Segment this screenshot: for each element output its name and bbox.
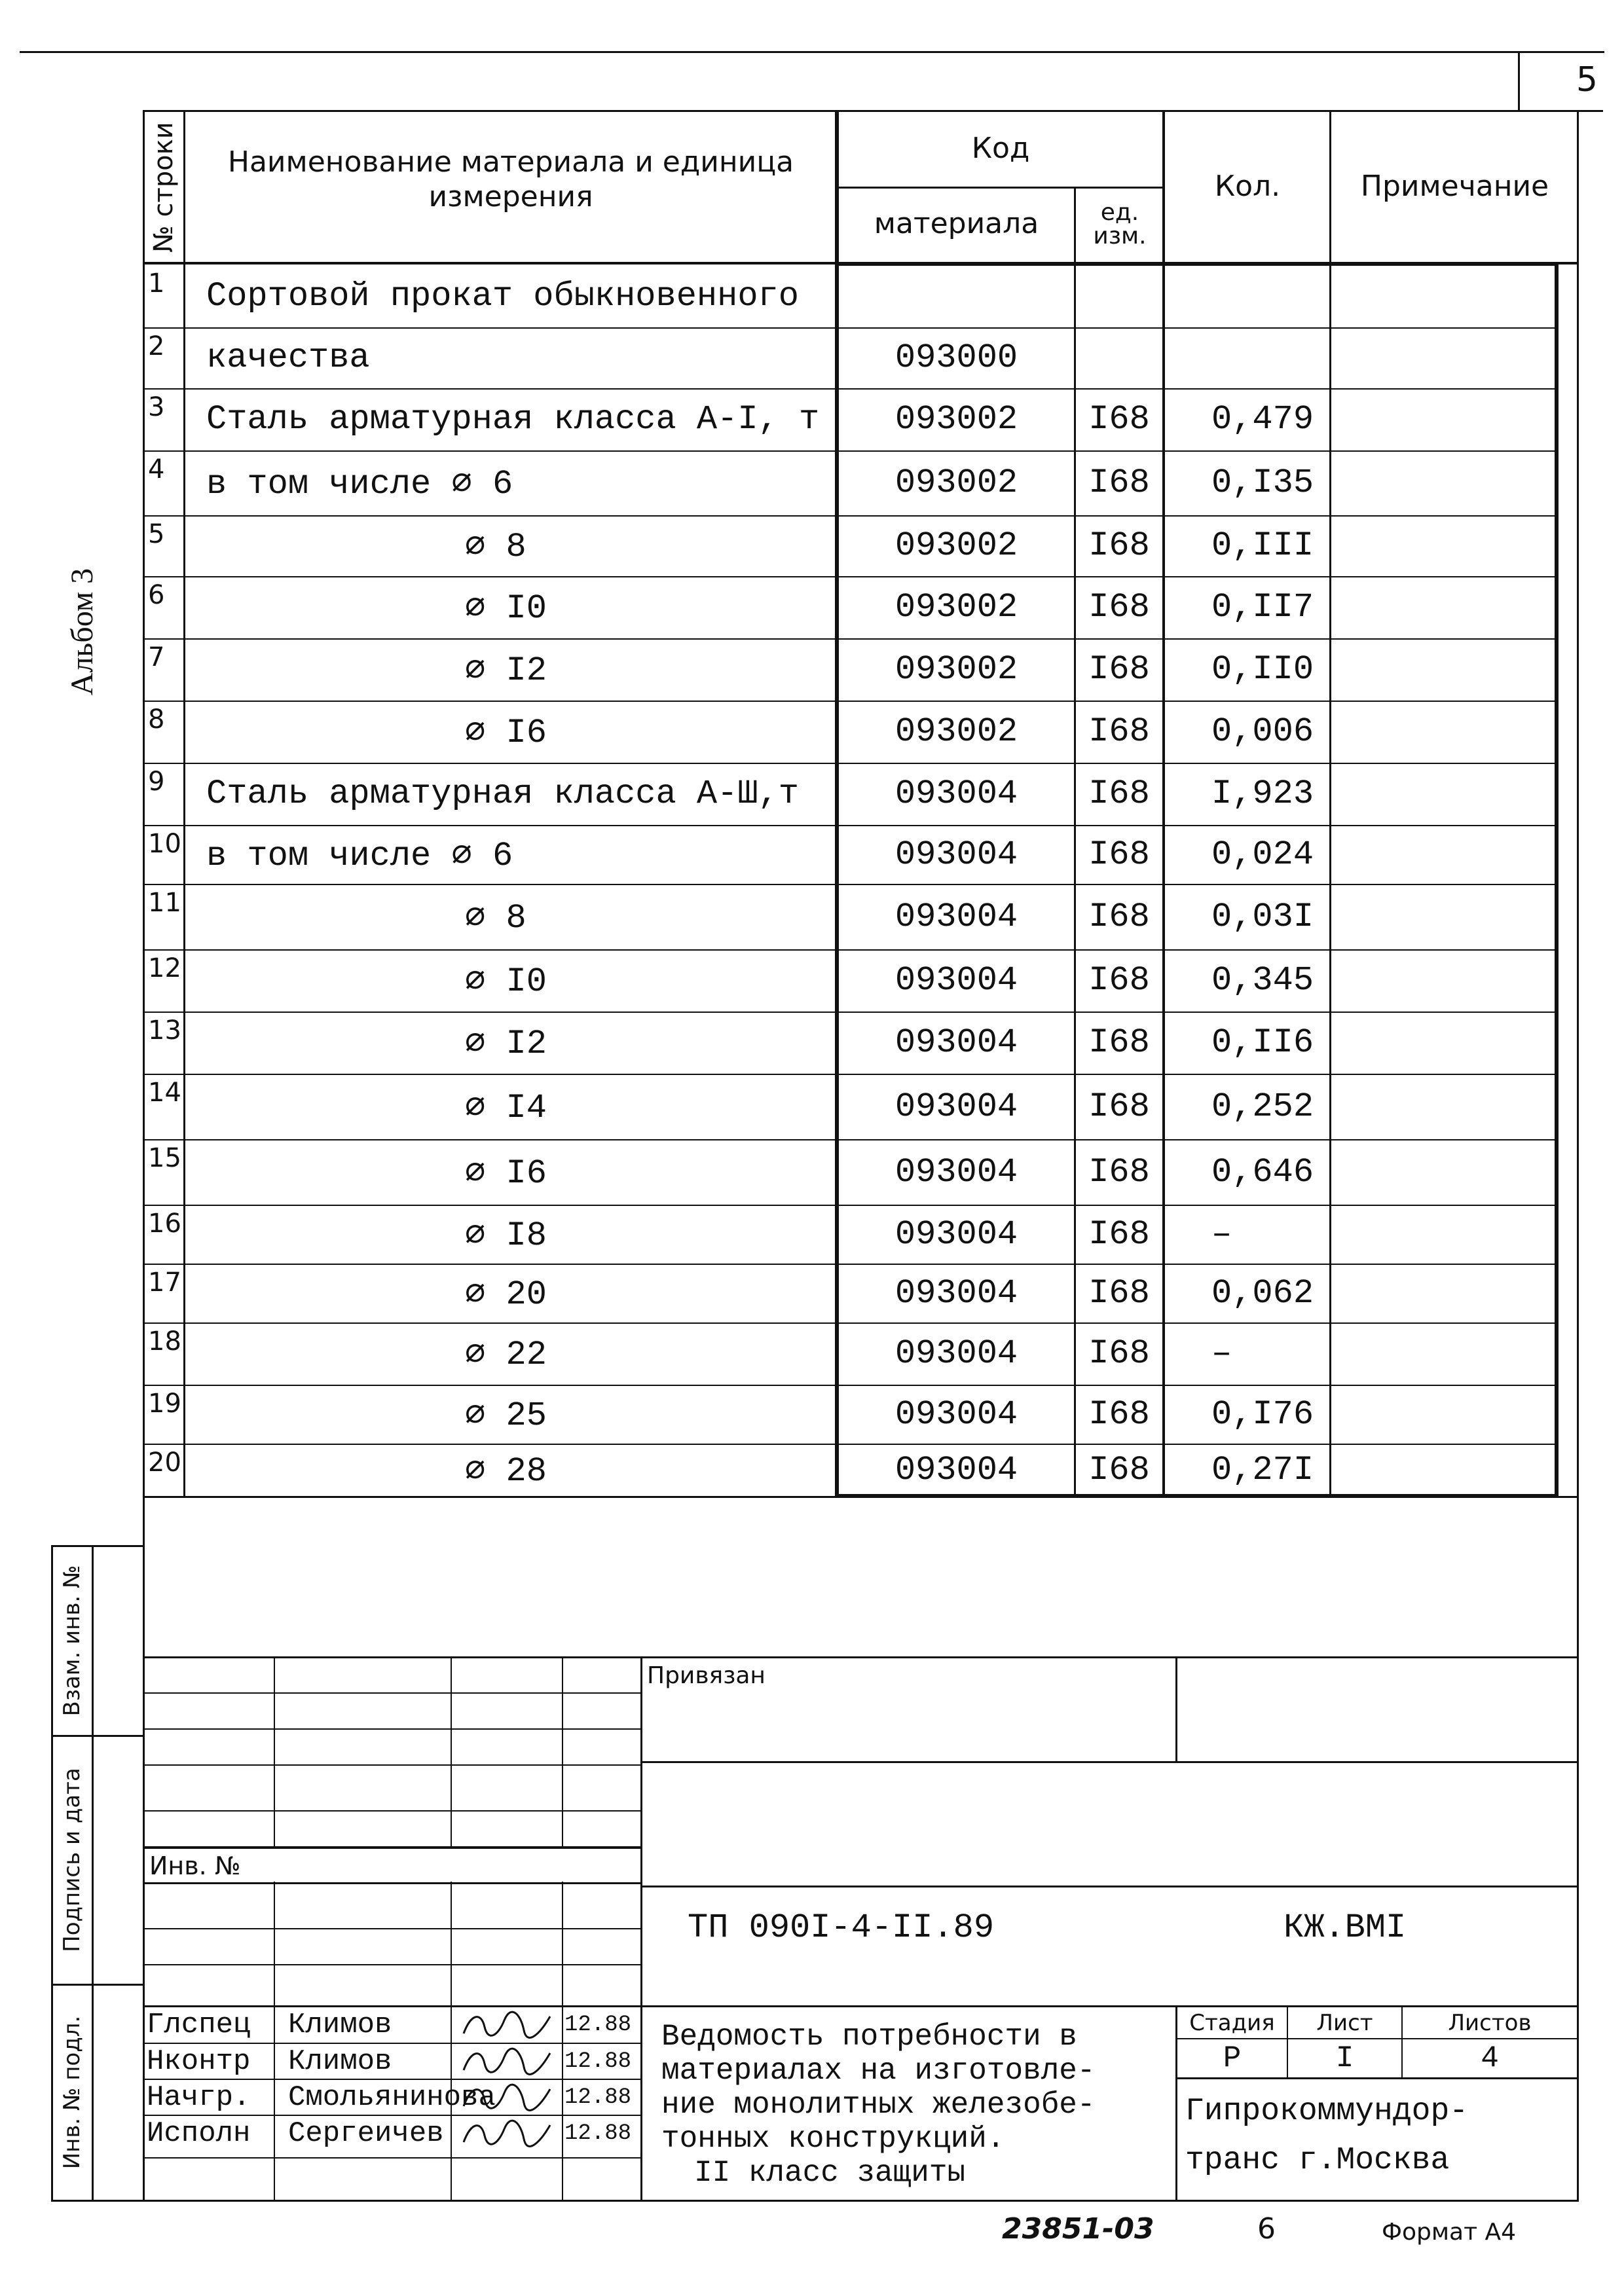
doc-title-line: Ведомость потребности в xyxy=(661,2020,1077,2054)
row-qty: 0,024 xyxy=(1211,835,1314,874)
row-qty: – xyxy=(1211,1334,1232,1373)
row-unit: I68 xyxy=(1088,1450,1150,1489)
footer-copy-number: 6 xyxy=(1257,2212,1276,2246)
row-material-code: 093004 xyxy=(895,1087,1018,1126)
row-material-code: 093004 xyxy=(895,961,1018,1000)
privyazan-bottom xyxy=(640,1761,1578,1763)
row-qty: 0,03I xyxy=(1211,897,1314,936)
header-note: Примечание xyxy=(1360,169,1549,203)
row-qty: 0,I35 xyxy=(1211,464,1314,502)
row-number: 8 xyxy=(148,704,165,735)
row-qty: 0,II7 xyxy=(1211,588,1314,627)
row-material-code: 093004 xyxy=(895,1023,1018,1062)
signer-role: Исполн xyxy=(147,2117,251,2150)
album-label-wrap xyxy=(64,568,123,696)
row-number: 7 xyxy=(148,642,165,672)
signer-date: 12.88 xyxy=(564,2085,632,2110)
row-unit: I68 xyxy=(1088,1023,1150,1062)
row-material-code: 093002 xyxy=(895,526,1018,565)
right-border xyxy=(1577,110,1579,2202)
signer-name: Климов xyxy=(288,2045,392,2078)
row-name: ∅ I4 xyxy=(465,1088,547,1127)
row-name: в том числе ∅ 6 xyxy=(206,465,513,503)
row-qty: 0,II0 xyxy=(1211,650,1314,689)
row-name: Сталь арматурная класса А-Ш,т xyxy=(206,774,799,813)
row-name: ∅ I0 xyxy=(465,962,547,1001)
row-number: 18 xyxy=(148,1326,181,1357)
row-qty xyxy=(1211,264,1329,327)
thick-right-line xyxy=(1555,262,1559,1498)
side-vzam-inv: Взам. инв. № xyxy=(59,1565,85,1717)
stamp-grid-h3 xyxy=(143,1764,642,1766)
signer-date: 12.88 xyxy=(564,2121,632,2146)
row-material-code: 093004 xyxy=(895,774,1018,813)
signer-name: Сергеичев xyxy=(288,2117,444,2150)
header-code: Код xyxy=(971,132,1030,166)
signer-role: Глспец xyxy=(147,2009,251,2041)
row-name: ∅ 8 xyxy=(465,898,526,938)
signature-scribble xyxy=(458,2044,557,2079)
row-unit: I68 xyxy=(1088,1394,1150,1434)
side-inv-podl: Инв. № подл. xyxy=(59,2015,85,2170)
sheets-label: Листов xyxy=(1448,2009,1532,2036)
row-name: ∅ I6 xyxy=(465,714,547,752)
org-line1: Гипрокоммундор- xyxy=(1185,2094,1469,2129)
row-material-code: 093002 xyxy=(895,588,1018,627)
doc-title-line: ние монолитных железобе- xyxy=(661,2088,1096,2122)
row-unit: I68 xyxy=(1088,650,1150,689)
row-name: ∅ 8 xyxy=(465,528,526,566)
side-strip-top xyxy=(51,1545,144,1547)
row-unit: I68 xyxy=(1088,588,1150,627)
signer-name: Климов xyxy=(288,2009,392,2041)
signer-name: Смольянинова xyxy=(288,2081,496,2114)
row-number: 6 xyxy=(148,580,165,610)
signer-role: Нконтр xyxy=(147,2045,251,2078)
doc-code: ТП 090I-4-II.89 xyxy=(688,1908,995,1947)
row-material-code: 093004 xyxy=(895,1214,1018,1254)
row-unit xyxy=(1076,264,1162,327)
row-qty: 0,479 xyxy=(1211,400,1314,439)
header-qty: Кол. xyxy=(1214,169,1281,203)
side-strip-mid xyxy=(92,1545,94,2202)
doc-title-line: II класс защиты xyxy=(694,2156,966,2190)
side-podpis-data: Подпись и дата xyxy=(59,1768,85,1952)
stamp-v3 xyxy=(562,1656,563,2202)
header-rownum-wrap xyxy=(145,115,182,260)
row-number: 13 xyxy=(148,1015,181,1046)
row-material-code: 093002 xyxy=(895,400,1018,439)
row-name: ∅ 25 xyxy=(465,1396,547,1435)
row-unit: I68 xyxy=(1088,897,1150,936)
header-name: Наименование материала и единица измерения xyxy=(227,145,794,213)
row-name: ∅ I0 xyxy=(465,589,547,628)
row-number: 19 xyxy=(148,1389,181,1419)
row-material-code: 093004 xyxy=(895,897,1018,936)
inv-no-top xyxy=(143,1848,642,1849)
signature-scribble xyxy=(458,2080,557,2115)
top-border xyxy=(20,51,1604,53)
stamp-grid-h2 xyxy=(143,1728,642,1730)
row-number: 3 xyxy=(148,392,165,422)
row-qty: 0,II6 xyxy=(1211,1023,1314,1062)
row-qty: 0,27I xyxy=(1211,1450,1314,1489)
col-line-rownum xyxy=(183,110,185,1498)
row-number: 2 xyxy=(148,331,165,361)
table-bottom xyxy=(143,1496,1578,1498)
header-top xyxy=(143,110,1578,112)
header-unit: ед. изм. xyxy=(1093,198,1147,249)
code-subheader-line xyxy=(835,187,1164,189)
row-number: 15 xyxy=(148,1143,181,1173)
row-unit: I68 xyxy=(1088,526,1150,565)
album-label: Альбом 3 xyxy=(65,568,100,696)
row-material-code: 093004 xyxy=(895,835,1018,874)
row-name: качества xyxy=(206,338,370,377)
page-number-box-left xyxy=(1518,51,1520,111)
signer-date: 12.88 xyxy=(564,2013,632,2037)
row-material-code: 093004 xyxy=(895,1152,1018,1192)
row-number: 9 xyxy=(148,767,165,797)
code-row-top xyxy=(640,1886,1578,1887)
col-line-qty xyxy=(1162,110,1165,1498)
row-number: 11 xyxy=(148,888,181,918)
row-unit xyxy=(1076,327,1162,388)
page-number: 5 xyxy=(1576,60,1598,100)
row-qty xyxy=(1211,327,1329,388)
row-qty: 0,I76 xyxy=(1211,1394,1314,1434)
sheet-label: Лист xyxy=(1316,2009,1373,2036)
row-unit: I68 xyxy=(1088,774,1150,813)
row-number: 12 xyxy=(148,953,181,983)
signer-role: Начгр. xyxy=(147,2081,251,2114)
doc-title-line: тонных конструкций. xyxy=(661,2122,1005,2156)
row-material-code: 093000 xyxy=(895,338,1018,377)
side-inv-podl-wrap xyxy=(54,1987,90,2198)
row-unit: I68 xyxy=(1088,1214,1150,1254)
row-number: 5 xyxy=(148,519,165,549)
row-name: ∅ 20 xyxy=(465,1275,547,1314)
org-line2: транс г.Москва xyxy=(1185,2143,1450,2178)
row-material-code xyxy=(839,264,1074,327)
row-number: 4 xyxy=(148,454,165,484)
stage-block-h2 xyxy=(1175,2077,1578,2079)
side-strip-left xyxy=(51,1545,53,2202)
row-qty: – xyxy=(1211,1214,1232,1254)
row-name: ∅ 28 xyxy=(465,1451,547,1491)
side-strip-div2 xyxy=(51,1984,144,1986)
row-number: 20 xyxy=(148,1448,181,1478)
row-qty: 0,III xyxy=(1211,526,1314,565)
inv-no-label: Инв. № xyxy=(149,1851,241,1880)
doc-mark: КЖ.ВМI xyxy=(1283,1908,1407,1947)
row-number: 16 xyxy=(148,1209,181,1239)
stamp-grid-h7 xyxy=(143,1928,642,1929)
row-name: ∅ 22 xyxy=(465,1336,547,1374)
row-unit: I68 xyxy=(1088,1152,1150,1192)
side-podpis-wrap xyxy=(54,1738,90,1982)
bottom-border xyxy=(51,2200,1578,2202)
row-unit: I68 xyxy=(1088,400,1150,439)
privyazan-right-div xyxy=(1175,1656,1177,1761)
row-qty: 0,252 xyxy=(1211,1087,1314,1126)
row-unit: I68 xyxy=(1088,1334,1150,1373)
row-material-code: 093002 xyxy=(895,464,1018,502)
row-name: ∅ I2 xyxy=(465,651,547,690)
side-vzam-wrap xyxy=(54,1548,90,1733)
row-qty: 0,006 xyxy=(1211,712,1314,751)
footer-format: Формат А4 xyxy=(1382,2219,1517,2246)
row-qty: 0,062 xyxy=(1211,1273,1314,1313)
row-material-code: 093004 xyxy=(895,1450,1018,1489)
header-material: материала xyxy=(874,207,1039,241)
row-qty: I,923 xyxy=(1211,774,1314,813)
row-unit: I68 xyxy=(1088,1273,1150,1313)
row-qty: 0,646 xyxy=(1211,1152,1314,1192)
sheets-value: 4 xyxy=(1481,2041,1499,2075)
row-unit: I68 xyxy=(1088,835,1150,874)
doc-title xyxy=(661,2020,1172,2196)
signature-scribble xyxy=(458,2007,557,2043)
stamp-grid-h4 xyxy=(143,1810,642,1812)
row-unit: I68 xyxy=(1088,712,1150,751)
row-material-code: 093002 xyxy=(895,650,1018,689)
row-material-code: 093002 xyxy=(895,712,1018,751)
stamp-grid-h13 xyxy=(143,2157,642,2159)
signature-scribble xyxy=(458,2116,557,2151)
stamp-grid-h1 xyxy=(143,1692,642,1694)
row-material-code: 093004 xyxy=(895,1394,1018,1434)
row-number: 17 xyxy=(148,1267,181,1298)
stage-label: Стадия xyxy=(1189,2009,1275,2036)
stamp-grid-h8 xyxy=(143,1964,642,1965)
footer-doc-number: 23851-03 xyxy=(1002,2212,1154,2246)
doc-title-line: материалах на изготовле- xyxy=(661,2054,1096,2088)
col-line-note xyxy=(1329,110,1331,1498)
stamp-top xyxy=(143,1656,1578,1658)
signer-date: 12.88 xyxy=(564,2049,632,2074)
row-name: в том числе ∅ 6 xyxy=(206,836,513,875)
stage-value: Р xyxy=(1223,2041,1242,2075)
row-name: Сортовой прокат обыкновенного xyxy=(206,276,799,316)
row-name: ∅ I6 xyxy=(465,1154,547,1193)
left-border xyxy=(143,110,145,2202)
row-name: ∅ I8 xyxy=(465,1216,547,1255)
row-material-code: 093004 xyxy=(895,1334,1018,1373)
row-number: 1 xyxy=(148,268,165,299)
row-unit: I68 xyxy=(1088,464,1150,502)
row-material-code: 093004 xyxy=(895,1273,1018,1313)
side-strip-div1 xyxy=(51,1735,144,1737)
stamp-grid-h6 xyxy=(143,1882,642,1884)
sheet-value: I xyxy=(1335,2041,1354,2075)
row-unit: I68 xyxy=(1088,961,1150,1000)
row-number: 10 xyxy=(148,829,181,859)
row-number: 14 xyxy=(148,1078,181,1108)
row-name: ∅ I2 xyxy=(465,1025,547,1063)
row-name: Сталь арматурная класса А-I, т xyxy=(206,400,820,439)
row-qty: 0,345 xyxy=(1211,961,1314,1000)
row-unit: I68 xyxy=(1088,1087,1150,1126)
header-rownum: № строки xyxy=(149,122,179,253)
privyazan-label: Привязан xyxy=(647,1662,766,1689)
stamp-v4 xyxy=(640,1656,642,2202)
